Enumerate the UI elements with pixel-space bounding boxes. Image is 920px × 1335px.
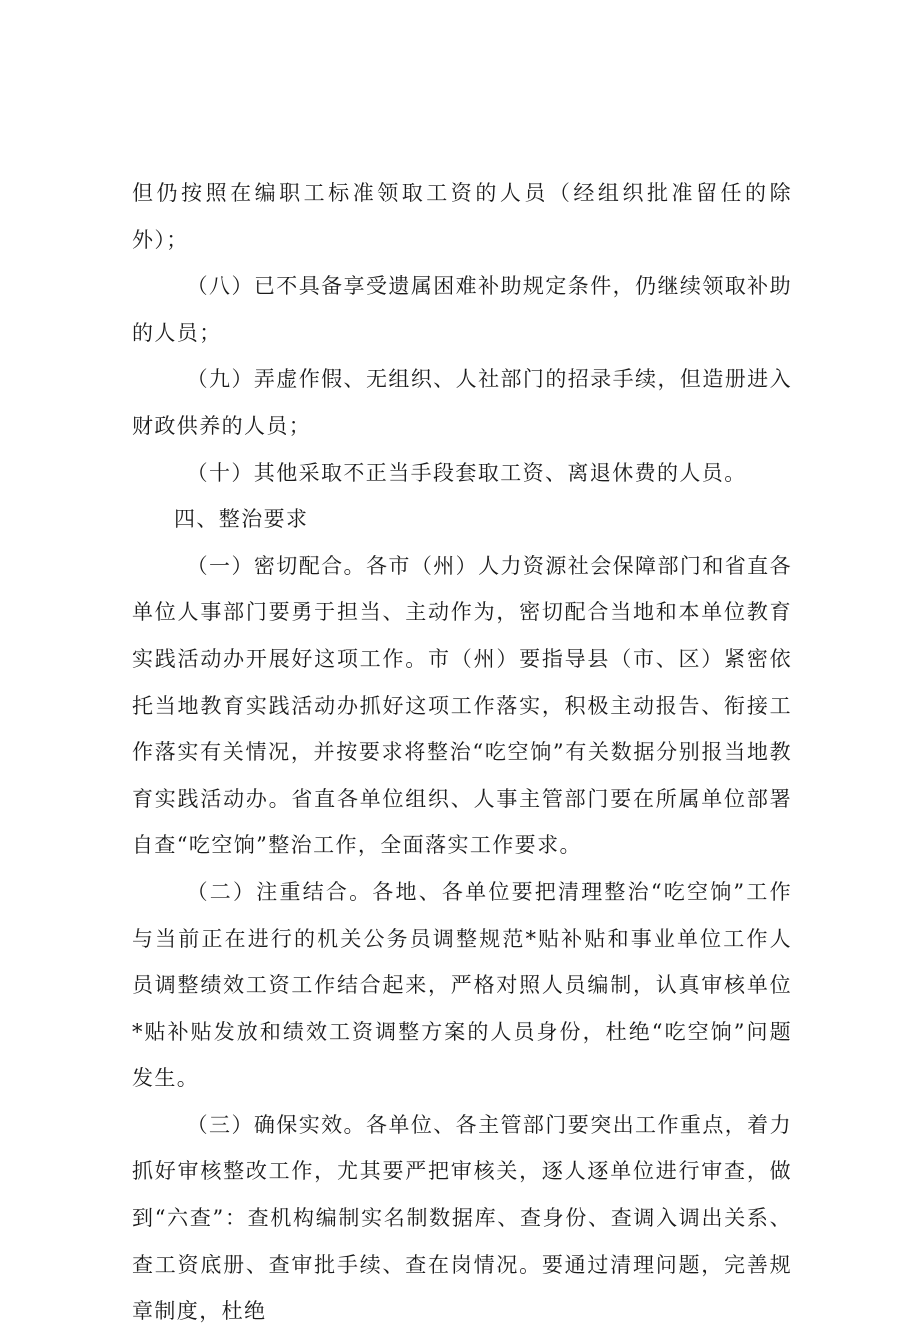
- paragraph-continuation: 但仍按照在编职工标准领取工资的人员（经组织批准留任的除外）；: [132, 181, 792, 252]
- paragraph-requirement-3: （三）确保实效。各单位、各主管部门要突出工作重点，着力抓好审核整改工作，尤其要严把审核关，逐人逐单位进行审查，做到“六查”：查机构编制实名制数据库、查身份、查调入调出关系、查工资底册、查审批手续、查在岗情况。要通过清理问题，完善规章制度，杜绝: [132, 1112, 792, 1324]
- paragraph-requirement-2: （二）注重结合。各地、各单位要把清理整治“吃空饷”工作与当前正在进行的机关公务员调整规范*贴补贴和事业单位工作人员调整绩效工资工作结合起来，严格对照人员编制，认真审核单位*贴补贴发放和绩效工资调整方案的人员身份，杜绝“吃空饷”问题发生。: [132, 879, 792, 1091]
- document-body: [132, 170, 792, 1335]
- paragraph-item-9: （九）弄虚作假、无组织、人社部门的招录手续，但造册进入财政供养的人员；: [132, 367, 792, 438]
- section-heading: 四、整治要求: [174, 507, 309, 532]
- paragraph-item-8: （八）已不具备享受遗属困难补助规定条件，仍继续领取补助的人员；: [132, 274, 792, 345]
- paragraph-item-10: （十）其他采取不正当手段套取工资、离退休费的人员。: [186, 460, 747, 485]
- paragraph-requirement-1: （一）密切配合。各市（州）人力资源社会保障部门和省直各单位人事部门要勇于担当、主动作为，密切配合当地和本单位教育实践活动办开展好这项工作。市（州）要指导县（市、区）紧密依托当地教育实践活动办抓好这项工作落实，积极主动报告、衔接工作落实有关情况，并按要求将整治“吃空饷”有关数据分别报当地教育实践活动办。省直各单位组织、人事主管部门要在所属单位部署自查“吃空饷”整治工作，全面落实工作要求。: [132, 553, 792, 858]
